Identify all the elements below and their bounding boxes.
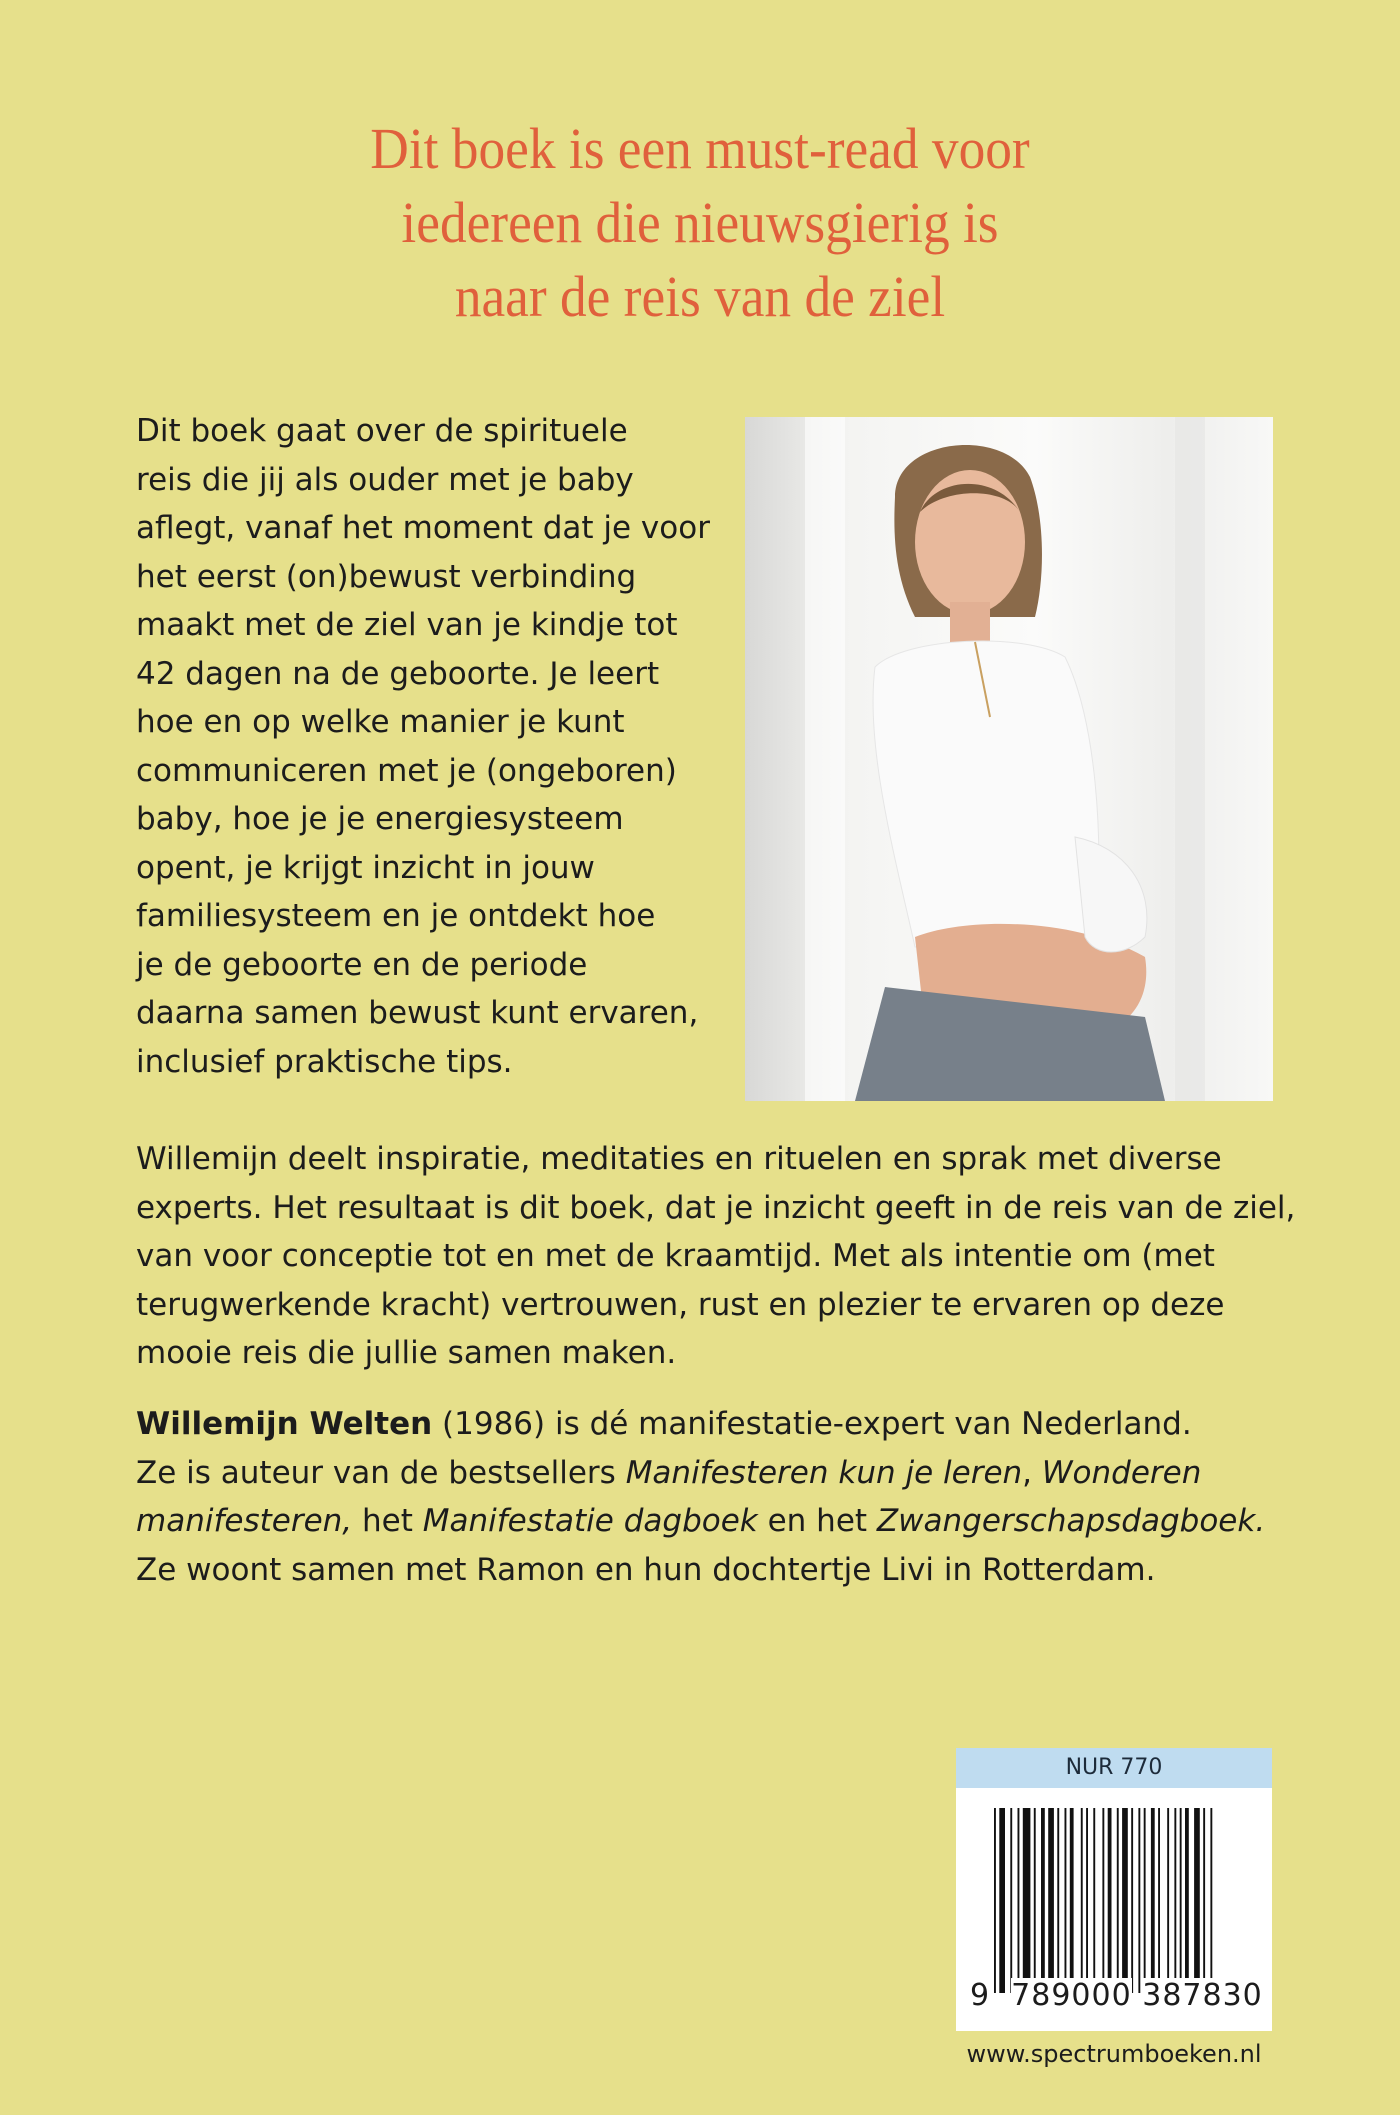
text-line: reis die jij als ouder met je baby	[136, 461, 634, 498]
barcode-bars	[994, 1808, 1242, 1993]
barcode-bar	[1057, 1808, 1059, 1993]
headline-line: iedereen die nieuwsgierig is	[401, 190, 999, 255]
text-line: baby, hoe je je energiesysteem	[136, 801, 624, 837]
book-title: Zwangerschapsdagboek.	[876, 1503, 1266, 1539]
barcode-bar	[1108, 1808, 1112, 1993]
text-line: aflegt, vanaf het moment dat je voor	[136, 510, 710, 546]
barcode-bar	[1070, 1808, 1074, 1993]
intro-paragraph	[136, 407, 710, 1086]
headline-line: naar de reis van de ziel	[454, 264, 946, 329]
bio-text: Ze woont samen met Ramon en hun dochtertje Livi in Rotterdam.	[136, 1551, 1156, 1588]
author-name: Willemijn Welten	[136, 1406, 433, 1442]
publisher-website[interactable]: www.spectrumboeken.nl	[966, 2040, 1262, 2068]
bio-text: ,	[1022, 1454, 1042, 1491]
text-line: daarna samen bewust kunt ervaren,	[136, 995, 699, 1031]
headline-line: Dit boek is een must-read voor	[370, 116, 1030, 181]
text-line: van voor conceptie tot en met de kraamtijd. Met als intentie om (met	[136, 1238, 1215, 1274]
barcode-bar	[1041, 1808, 1045, 1993]
text-line: maakt met de ziel van je kindje tot	[136, 607, 678, 643]
author-bio	[136, 1400, 1265, 1594]
barcode-bar	[1065, 1808, 1067, 1993]
text-line: hoe en op welke manier je kunt	[136, 704, 625, 740]
text-line: opent, je krijgt inzicht in jouw	[136, 849, 595, 886]
bio-text: Ze is auteur van de bestsellers	[136, 1454, 626, 1491]
book-title: Wonderen	[1041, 1454, 1202, 1491]
text-line: inclusief praktische tips.	[136, 1043, 513, 1080]
bio-text: het	[352, 1503, 423, 1539]
barcode-bar	[994, 1808, 996, 1993]
barcode-bar	[1151, 1808, 1155, 1993]
description-paragraph	[136, 1135, 1295, 1378]
book-title: Manifestatie dagboek	[422, 1503, 758, 1539]
text-line: experts. Het resultaat is dit boek, dat je inzicht geeft in de reis van de ziel,	[136, 1189, 1296, 1226]
text-line: familiesysteem en je ontdekt hoe	[136, 898, 656, 934]
text-line: terugwerkende kracht) vertrouwen, rust en plezier te ervaren op deze	[136, 1286, 1225, 1323]
barcode-bar	[1158, 1808, 1160, 1993]
text-line: Dit boek gaat over de spirituele	[136, 413, 628, 449]
barcode-bar	[1180, 1808, 1182, 1993]
barcode-bar	[1093, 1808, 1095, 1993]
text-line: het eerst (on)bewust verbinding	[136, 558, 637, 595]
barcode-bar	[1081, 1808, 1083, 1993]
isbn-digits	[970, 1978, 1263, 2013]
barcode-box	[956, 1748, 1272, 2031]
isbn-group-1: 789000	[1011, 1978, 1132, 2013]
book-title: Manifesteren kun je leren	[625, 1454, 1023, 1491]
nur-code: NUR 770	[956, 1748, 1272, 1788]
barcode-bar	[1048, 1808, 1054, 1993]
barcode-bar	[1185, 1808, 1189, 1993]
barcode-bar	[1203, 1808, 1205, 1993]
barcode-bar	[1174, 1808, 1176, 1993]
text-line: Willemijn deelt inspiratie, meditaties en rituelen en sprak met diverse	[136, 1141, 1222, 1177]
book-title: manifesteren,	[136, 1503, 353, 1539]
barcode-bar	[1210, 1808, 1212, 1993]
barcode-bar	[1122, 1808, 1128, 1993]
text-line: je de geboorte en de periode	[136, 946, 588, 983]
isbn-first-digit: 9	[970, 1978, 991, 2013]
text-line: communiceren met je (ongeboren)	[136, 752, 677, 789]
text-line: 42 dagen na de geboorte. Je leert	[136, 655, 660, 692]
barcode-bar	[1131, 1808, 1133, 1993]
barcode-bar	[1102, 1808, 1104, 1993]
bio-text: (1986) is dé manifestatie-expert van Nederland.	[432, 1406, 1192, 1442]
barcode-bar	[1117, 1808, 1119, 1993]
barcode-bar	[1086, 1808, 1088, 1993]
text-line: mooie reis die jullie samen maken.	[136, 1335, 677, 1371]
author-photo	[745, 417, 1273, 1101]
barcode-bar	[1167, 1808, 1169, 1993]
bio-text: en het	[757, 1503, 877, 1539]
barcode-bar	[1034, 1808, 1036, 1993]
barcode-bar	[1010, 1808, 1012, 1993]
barcode-bar	[1144, 1808, 1146, 1993]
barcode-bar	[1018, 1808, 1020, 1993]
barcode-bar	[1194, 1808, 1200, 1993]
barcode-bar	[1023, 1808, 1031, 1993]
isbn-group-2: 387830	[1142, 1978, 1263, 2013]
headline	[56, 112, 1344, 334]
barcode-bar	[1138, 1808, 1140, 1993]
barcode-bar	[999, 1808, 1005, 1993]
